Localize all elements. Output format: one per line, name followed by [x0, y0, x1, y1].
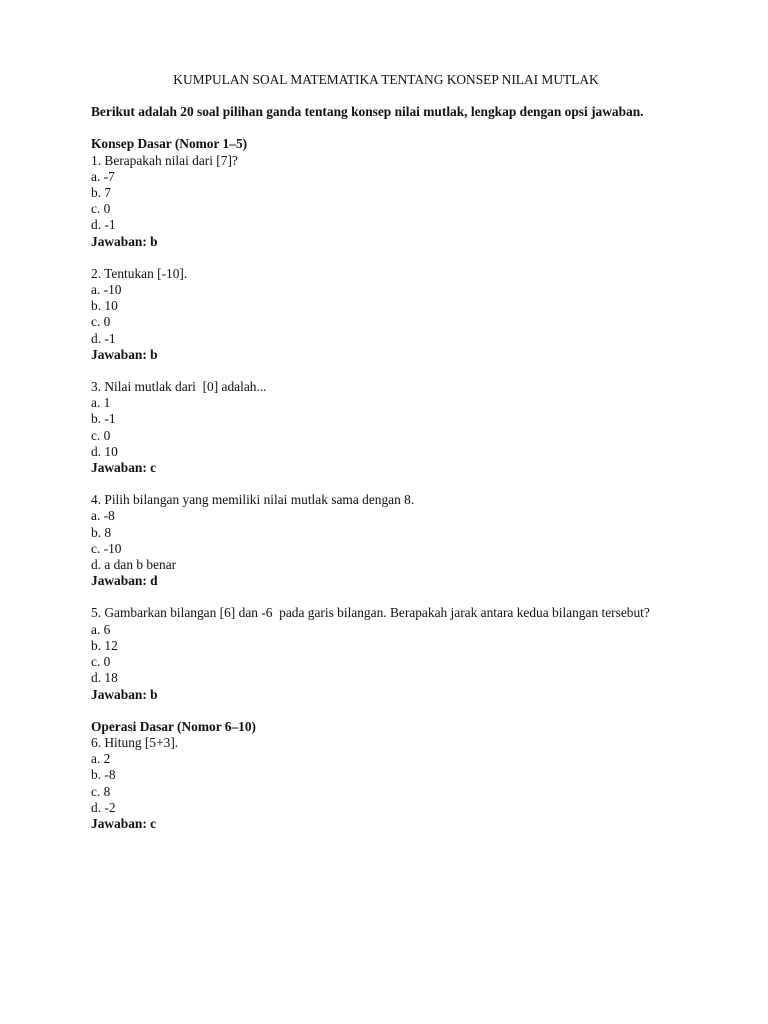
answer-option: d. -2	[91, 799, 116, 815]
answer-key: Jawaban: b	[91, 686, 158, 702]
answer-option: d. a dan b benar	[91, 557, 177, 573]
answer-option: b. 10	[91, 298, 118, 314]
answer-option: d. 10	[91, 443, 118, 459]
section-title: Operasi Dasar (Nomor 6–10)	[91, 718, 257, 734]
answer-key: Jawaban: c	[91, 815, 157, 831]
answer-option: c. -10	[91, 540, 122, 556]
answer-option: a. 2	[91, 751, 111, 767]
question-text: 5. Gambarkan bilangan [6] dan -6 pada garis bilangan. Berapakah jarak antara kedua bilangan tersebut?	[91, 605, 650, 621]
answer-option: d. -1	[91, 217, 116, 233]
answer-options	[91, 169, 681, 234]
question-text: 6. Hitung [5+3].	[91, 734, 179, 750]
answer-option: b. 8	[91, 524, 112, 540]
document-page	[91, 72, 681, 848]
answer-option: b. -8	[91, 767, 116, 783]
question-block	[91, 605, 681, 702]
answer-option: a. -8	[91, 508, 115, 524]
answer-option: b. -1	[91, 411, 116, 427]
answer-option: b. 7	[91, 185, 112, 201]
answer-options	[91, 282, 681, 347]
answer-options	[91, 508, 681, 573]
section	[91, 136, 681, 702]
answer-options	[91, 751, 681, 816]
answer-option: d. -1	[91, 330, 116, 346]
answer-option: d. 18	[91, 670, 118, 686]
answer-option: a. 6	[91, 621, 111, 637]
section	[91, 719, 681, 832]
answer-option: c. 0	[91, 201, 111, 217]
answer-option: c. 0	[91, 427, 111, 443]
answer-option: c. 0	[91, 314, 111, 330]
answer-option: a. -7	[91, 168, 115, 184]
document-intro: Berikut adalah 20 soal pilihan ganda tentang konsep nilai mutlak, lengkap dengan opsi jawaban.	[91, 104, 644, 120]
question-block	[91, 266, 681, 363]
answer-key: Jawaban: c	[91, 460, 157, 476]
question-block	[91, 153, 681, 250]
question-block	[91, 379, 681, 476]
answer-option: c. 0	[91, 654, 111, 670]
answer-options	[91, 622, 681, 687]
document-title: KUMPULAN SOAL MATEMATIKA TENTANG KONSEP NILAI MUTLAK	[173, 72, 599, 87]
answer-option: a. -10	[91, 282, 122, 298]
sections-container	[91, 136, 681, 832]
question-block	[91, 735, 681, 832]
answer-key: Jawaban: b	[91, 233, 158, 249]
answer-key: Jawaban: b	[91, 346, 158, 362]
question-text: 2. Tentukan [-10].	[91, 265, 188, 281]
answer-option: a. 1	[91, 395, 111, 411]
answer-options	[91, 395, 681, 460]
question-text: 3. Nilai mutlak dari [0] adalah...	[91, 379, 267, 395]
answer-key: Jawaban: d	[91, 573, 158, 589]
section-title: Konsep Dasar (Nomor 1–5)	[91, 136, 248, 152]
question-text: 4. Pilih bilangan yang memiliki nilai mutlak sama dengan 8.	[91, 492, 415, 508]
question-block	[91, 492, 681, 589]
answer-option: c. 8	[91, 783, 111, 799]
answer-option: b. 12	[91, 637, 118, 653]
question-text: 1. Berapakah nilai dari [7]?	[91, 152, 238, 168]
